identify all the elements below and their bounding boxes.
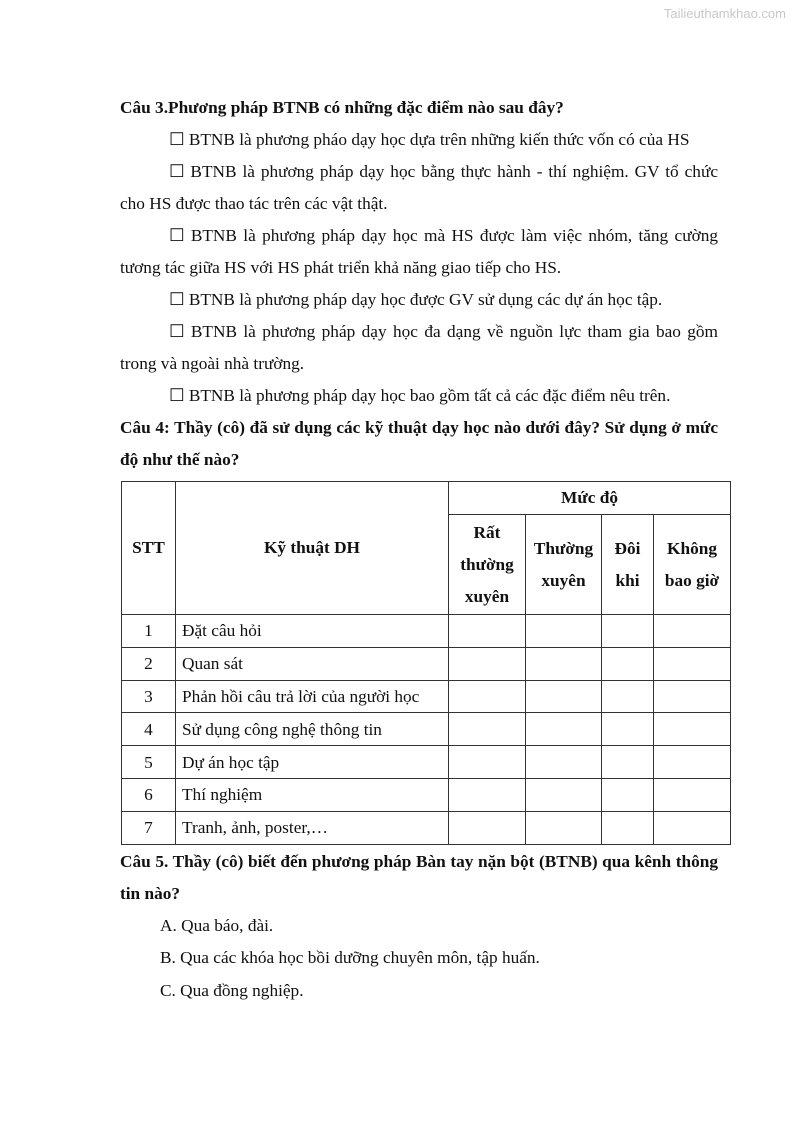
row-technique: Sử dụng công nghệ thông tin <box>176 713 449 746</box>
level-cell[interactable] <box>526 713 602 746</box>
row-technique: Thí nghiệm <box>176 778 449 811</box>
question-5-title: Câu 5. Thầy (cô) biết đến phương pháp Bàn tay nặn bột (BTNB) qua kênh thông tin nào? <box>120 852 718 904</box>
row-stt: 2 <box>122 647 176 680</box>
q3-option-5[interactable]: ☐ BTNB là phương pháp dạy học đa dạng về nguồn lực tham gia bao gồm trong và ngoài nhà trường. <box>120 322 718 374</box>
level-cell[interactable] <box>449 647 526 680</box>
level-cell[interactable] <box>602 647 654 680</box>
level-cell[interactable] <box>526 746 602 779</box>
row-stt: 4 <box>122 713 176 746</box>
q3-option-2[interactable]: ☐ BTNB là phương pháp dạy học bằng thực hành - thí nghiệm. GV tổ chức cho HS được thao tác trên các vật thật. <box>120 162 718 214</box>
header-level-never: Không bao giờ <box>654 515 731 615</box>
row-technique: Dự án học tập <box>176 746 449 779</box>
techniques-table <box>121 481 731 845</box>
level-cell[interactable] <box>602 615 654 648</box>
level-cell[interactable] <box>526 615 602 648</box>
level-cell[interactable] <box>449 713 526 746</box>
table-row <box>122 680 731 713</box>
table-row <box>122 778 731 811</box>
level-cell[interactable] <box>654 746 731 779</box>
row-technique: Tranh, ảnh, poster,… <box>176 811 449 844</box>
q5-option-a[interactable]: A. Qua báo, đài. <box>160 916 274 935</box>
level-cell[interactable] <box>526 680 602 713</box>
header-stt: STT <box>122 482 176 615</box>
level-cell[interactable] <box>654 811 731 844</box>
level-cell[interactable] <box>449 811 526 844</box>
question-3-title: Câu 3.Phương pháp BTNB có những đặc điểm nào sau đây? <box>120 98 564 117</box>
q3-option-4[interactable]: ☐ BTNB là phương pháp dạy học được GV sử dụng các dự án học tập. <box>169 290 663 309</box>
level-cell[interactable] <box>654 713 731 746</box>
watermark: Tailieuthamkhao.com <box>663 6 786 21</box>
row-stt: 3 <box>122 680 176 713</box>
q3-option-3[interactable]: ☐ BTNB là phương pháp dạy học mà HS được làm việc nhóm, tăng cường tương tác giữa HS với HS phát triển khả năng giao tiếp cho HS. <box>120 226 718 278</box>
row-technique: Quan sát <box>176 647 449 680</box>
header-technique: Kỹ thuật DH <box>176 482 449 615</box>
question-4-title: Câu 4: Thầy (cô) đã sử dụng các kỹ thuật dạy học nào dưới đây? Sử dụng ở mức độ như thế nào? <box>120 418 718 470</box>
level-cell[interactable] <box>602 746 654 779</box>
level-cell[interactable] <box>449 778 526 811</box>
level-cell[interactable] <box>654 647 731 680</box>
row-technique: Phản hồi câu trả lời của người học <box>176 680 449 713</box>
level-cell[interactable] <box>654 680 731 713</box>
header-level-often: Thường xuyên <box>526 515 602 615</box>
row-stt: 5 <box>122 746 176 779</box>
table-row <box>122 746 731 779</box>
q5-option-c[interactable]: C. Qua đồng nghiệp. <box>160 981 304 1000</box>
row-stt: 1 <box>122 615 176 648</box>
row-stt: 6 <box>122 778 176 811</box>
header-level: Mức độ <box>449 482 731 515</box>
level-cell[interactable] <box>654 615 731 648</box>
row-stt: 7 <box>122 811 176 844</box>
level-cell[interactable] <box>602 713 654 746</box>
q3-option-6[interactable]: ☐ BTNB là phương pháp dạy học bao gồm tất cả các đặc điểm nêu trên. <box>169 386 671 405</box>
level-cell[interactable] <box>526 647 602 680</box>
table-row <box>122 615 731 648</box>
q3-option-1[interactable]: ☐ BTNB là phương pháo dạy học dựa trên những kiến thức vốn có của HS <box>169 130 690 149</box>
q5-option-b[interactable]: B. Qua các khóa học bồi dưỡng chuyên môn, tập huấn. <box>160 948 540 967</box>
level-cell[interactable] <box>602 680 654 713</box>
level-cell[interactable] <box>654 778 731 811</box>
level-cell[interactable] <box>602 811 654 844</box>
level-cell[interactable] <box>449 615 526 648</box>
level-cell[interactable] <box>602 778 654 811</box>
table-row <box>122 647 731 680</box>
level-cell[interactable] <box>449 680 526 713</box>
table-row <box>122 713 731 746</box>
table-row <box>122 811 731 844</box>
row-technique: Đặt câu hỏi <box>176 615 449 648</box>
level-cell[interactable] <box>449 746 526 779</box>
header-level-very-often: Rất thường xuyên <box>449 515 526 615</box>
level-cell[interactable] <box>526 778 602 811</box>
level-cell[interactable] <box>526 811 602 844</box>
header-level-sometimes: Đôi khi <box>602 515 654 615</box>
